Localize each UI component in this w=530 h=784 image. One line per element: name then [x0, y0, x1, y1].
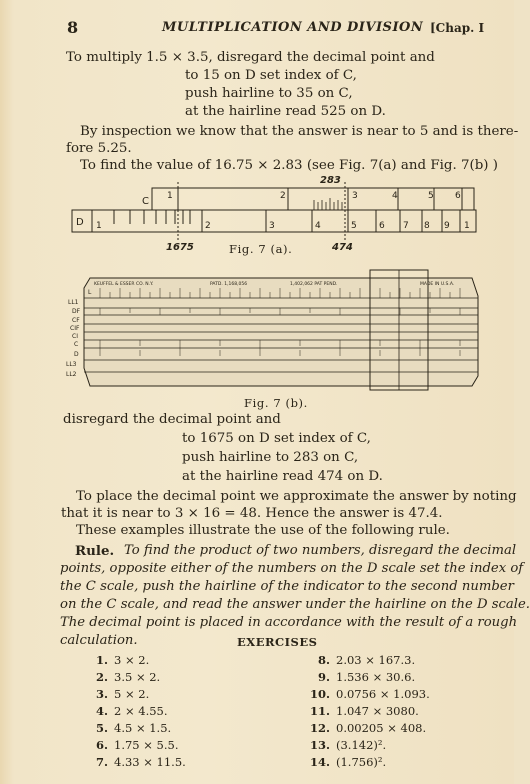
exercise-item: 8. 2.03 × 167.3. [317, 653, 416, 667]
exercise-list-right [310, 652, 430, 771]
scale-label: LL3 [66, 361, 77, 368]
maker-label: KEUFFEL & ESSER CO. N.Y. [94, 282, 154, 287]
patent-label: 1,402,062 PAT PEND. [290, 282, 338, 287]
scale-label: L [88, 289, 92, 296]
exercise-item: 6. 1.75 × 5.5. [95, 738, 179, 752]
d-tick-label: 8 [424, 221, 430, 231]
scale-label: C [74, 341, 79, 348]
c-tick-label: 3 [352, 191, 358, 201]
scale-label: LL2 [66, 371, 77, 378]
figure-7b [66, 268, 480, 390]
d-tick-label: 2 [205, 221, 211, 231]
example1-line: at the hairline read 525 on D. [185, 104, 386, 119]
rule-line: calculation. [60, 633, 138, 648]
d-tick-label: 5 [351, 221, 357, 231]
d-tick-label: 4 [315, 221, 321, 231]
rule-line: The decimal point is placed in accordance with the result of a rough [60, 615, 518, 630]
exercise-item: 10. 0.0756 × 1.093. [310, 687, 430, 701]
rule-line: the C scale, push the hairline of the indicator to the second number [60, 579, 514, 594]
exercise-item: 4. 2 × 4.55. [95, 704, 168, 718]
exercise-item: 1. 3 × 2. [95, 653, 150, 667]
running-title: MULTIPLICATION AND DIVISION [162, 20, 424, 35]
fig7b-caption: Fig. 7 (b). [244, 396, 308, 410]
fig7a-label-1675: 1675 [166, 242, 194, 253]
example1-note: fore 5.25. [66, 141, 132, 156]
exercise-item: 14. (1.756)². [310, 755, 387, 769]
exercise-item: 13. (3.142)². [310, 738, 387, 752]
d-tick-label: 1 [464, 221, 470, 231]
scale-label: CIF [70, 325, 80, 332]
rule-line: on the C scale, and read the answer under the hairline on the D scale. [60, 597, 530, 612]
example2-intro: To find the value of 16.75 × 2.83 (see Fig. 7(a) and Fig. 7(b) ) [80, 158, 499, 173]
rule-line: points, opposite either of the numbers on the D scale set the index of [60, 561, 524, 576]
exercise-list-left [88, 652, 186, 771]
made-in-label: MADE IN U.S.A. [420, 282, 455, 287]
c-scale-label: C [142, 196, 149, 207]
decimal-note: These examples illustrate the use of the following rule. [76, 523, 450, 538]
fig7a-label-283: 283 [320, 175, 341, 186]
c-tick-label: 2 [280, 191, 286, 201]
d-tick-label: 9 [444, 221, 450, 231]
d-tick-label: 1 [96, 221, 102, 231]
exercise-item: 11. 1.047 × 3080. [310, 704, 419, 718]
c-tick-label: 1 [167, 191, 173, 201]
example2-line: push hairline to 283 on C, [182, 450, 359, 465]
scale-label: D [74, 351, 79, 358]
example2-line: disregard the decimal point and [63, 412, 281, 427]
rule-line: To find the product of two numbers, disregard the decimal [124, 543, 517, 558]
exercise-item: 7. 4.33 × 11.5. [95, 755, 186, 769]
scale-label: LL1 [68, 299, 79, 306]
decimal-note: To place the decimal point we approximate the answer by noting [76, 489, 517, 504]
exercise-item: 5. 4.5 × 1.5. [95, 721, 172, 735]
c-tick-label: 5 [428, 191, 434, 201]
chapter-label: [Chap. I [430, 21, 485, 35]
example1-line: To multiply 1.5 × 3.5, disregard the decimal point and [66, 50, 435, 65]
patent-label: PATD. 1,168,056 [210, 282, 248, 287]
d-tick-label: 7 [403, 221, 409, 231]
decimal-note: that it is near to 3 × 16 = 48. Hence the answer is 47.4. [61, 506, 443, 521]
example2-line: at the hairline read 474 on D. [182, 469, 383, 484]
fig7a-label-474: 474 [332, 242, 353, 253]
exercise-item: 2. 3.5 × 2. [95, 670, 161, 684]
exercises-heading: EXERCISES [237, 635, 318, 649]
scale-label: DF [72, 308, 81, 315]
d-tick-label: 6 [379, 221, 385, 231]
scale-label: CI [72, 333, 78, 340]
c-tick-label: 4 [392, 191, 398, 201]
c-tick-label: 6 [455, 191, 461, 201]
example1-line: push hairline to 35 on C, [185, 86, 353, 101]
page-number: 8 [67, 18, 79, 37]
exercise-item: 12. 0.00205 × 408. [310, 721, 427, 735]
exercise-item: 3. 5 × 2. [95, 687, 150, 701]
fig7a-caption: Fig. 7 (a). [229, 242, 293, 256]
scale-label: CF [72, 317, 80, 324]
d-scale-label: D [76, 217, 84, 228]
exercise-item: 9. 1.536 × 30.6. [317, 670, 416, 684]
rule-label: Rule. [75, 543, 115, 559]
example1-line: to 15 on D set index of C, [185, 68, 357, 83]
d-tick-label: 3 [269, 221, 275, 231]
example2-line: to 1675 on D set index of C, [182, 431, 371, 446]
example1-note: By inspection we know that the answer is near to 5 and is there- [80, 124, 519, 139]
